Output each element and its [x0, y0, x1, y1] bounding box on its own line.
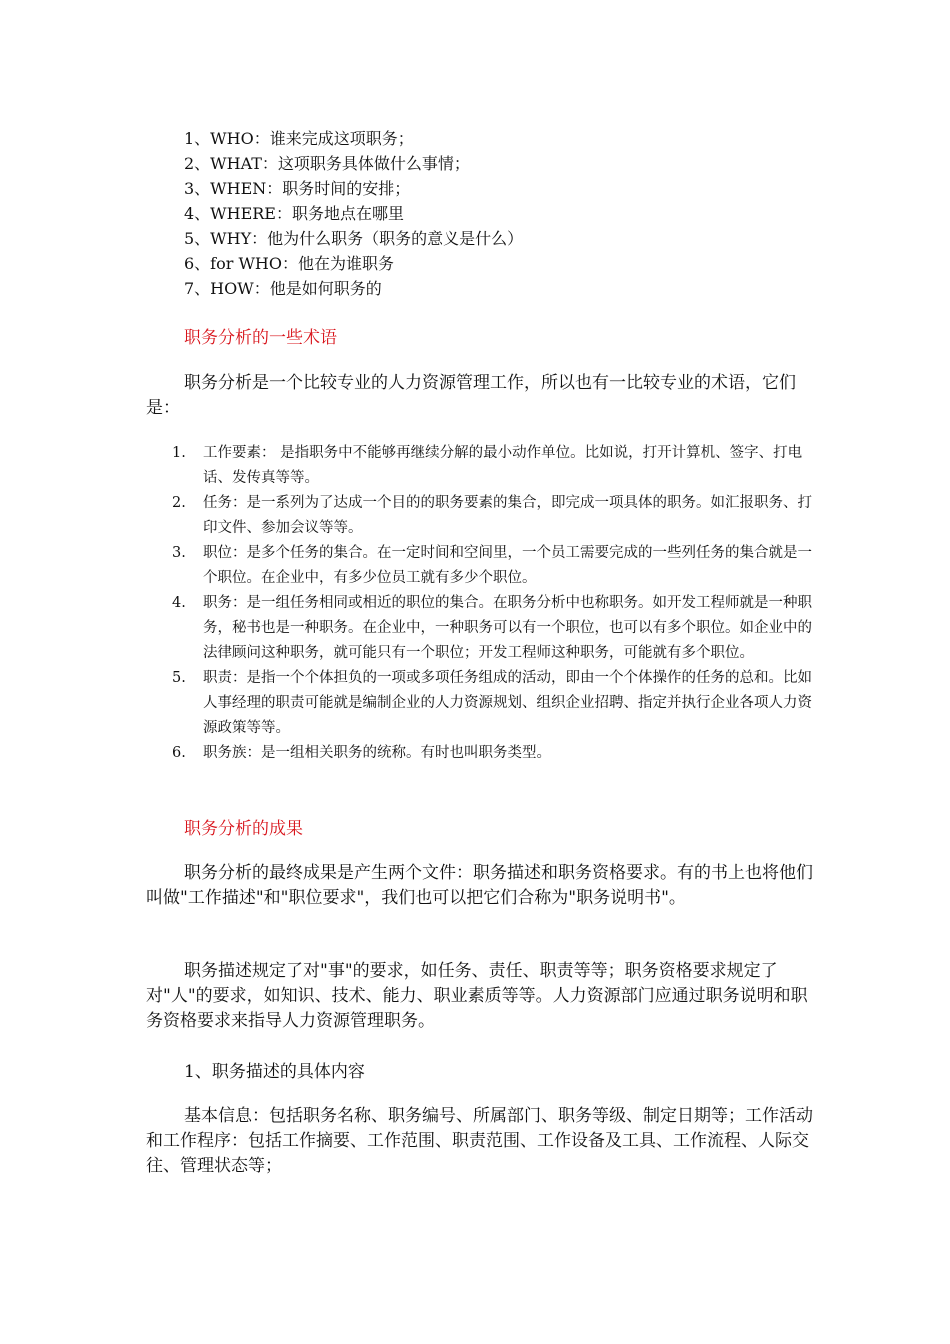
list-item: 5、WHY：他为什么职务（职务的意义是什么）: [184, 229, 524, 248]
term-item: [172, 666, 822, 741]
terms-list: [172, 441, 822, 766]
five-w-list: [184, 126, 523, 301]
results-paragraph: 职务分析的最终成果是产生两个文件：职务描述和职务资格要求。有的书上也将他们叫做"工作描述"和"职位要求"，我们也可以把它们合称为"职务说明书"。: [146, 863, 813, 908]
term-text: 工作要素： 是指职务中不能够再继续分解的最小动作单位。比如说，打开计算机、签字、打电话、发传真等等。: [203, 445, 803, 486]
term-number: 1.: [172, 445, 186, 461]
term-text: 职责：是指一个个体担负的一项或多项任务组成的活动，即由一个个体操作的任务的总和。比如人事经理的职责可能就是编制企业的人力资源规划、组织企业招聘、指定并执行企业各项人力资源政策等等。: [203, 670, 812, 736]
term-text: 职位：是多个任务的集合。在一定时间和空间里，一个员工需要完成的一些列任务的集合就是一个职位。在企业中，有多少位员工就有多少个职位。: [203, 545, 812, 586]
list-item: 1、WHO：谁来完成这项职务；: [184, 129, 414, 148]
term-text: 职务族：是一组相关职务的统称。有时也叫职务类型。: [203, 745, 551, 761]
term-number: 3.: [172, 545, 186, 561]
term-number: 2.: [172, 495, 186, 511]
term-item: [172, 491, 822, 541]
list-item: 6、for WHO：他在为谁职务: [184, 254, 394, 273]
term-item: [172, 591, 822, 666]
terms-intro-paragraph: 职务分析是一个比较专业的人力资源管理工作，所以也有一比较专业的术语，它们是：: [146, 373, 796, 418]
list-item: 2、WHAT：这项职务具体做什么事情；: [184, 154, 470, 173]
list-item: 3、WHEN：职务时间的安排；: [184, 179, 411, 198]
term-number: 5.: [172, 670, 186, 686]
list-item: 4、WHERE：职务地点在哪里: [184, 204, 404, 223]
term-number: 6.: [172, 745, 186, 761]
basic-info-paragraph: 基本信息：包括职务名称、职务编号、所属部门、职务等级、制定日期等；工作活动和工作程序：包括工作摘要、工作范围、职责范围、工作设备及工具、工作流程、人际交往、管理状态等；: [146, 1106, 813, 1176]
sub-heading-description-content: 1、职务描述的具体内容: [184, 1062, 365, 1082]
term-text: 职务：是一组任务相同或相近的职位的集合。在职务分析中也称职务。如开发工程师就是一种职务，秘书也是一种职务。在企业中，一种职务可以有一个职位，也可以有多个职位。如企业中的法律顾问这种职务，就可能只有一个职位；开发工程师这种职务，可能就有多个职位。: [203, 595, 812, 661]
term-item: [172, 441, 822, 491]
list-item: 7、HOW：他是如何职务的: [184, 279, 382, 298]
section-heading-results: 职务分析的成果: [184, 819, 303, 839]
term-text: 任务：是一系列为了达成一个目的的职务要素的集合，即完成一项具体的职务。如汇报职务、打印文件、参加会议等等。: [203, 495, 812, 536]
term-item: [172, 741, 822, 766]
term-number: 4.: [172, 595, 186, 611]
description-requirements-paragraph: 职务描述规定了对"事"的要求，如任务、责任、职责等等；职务资格要求规定了对"人"的要求，如知识、技术、能力、职业素质等等。人力资源部门应通过职务说明和职务资格要求来指导人力资源管理职务。: [146, 961, 808, 1031]
section-heading-terms: 职务分析的一些术语: [184, 328, 337, 348]
term-item: [172, 541, 822, 591]
